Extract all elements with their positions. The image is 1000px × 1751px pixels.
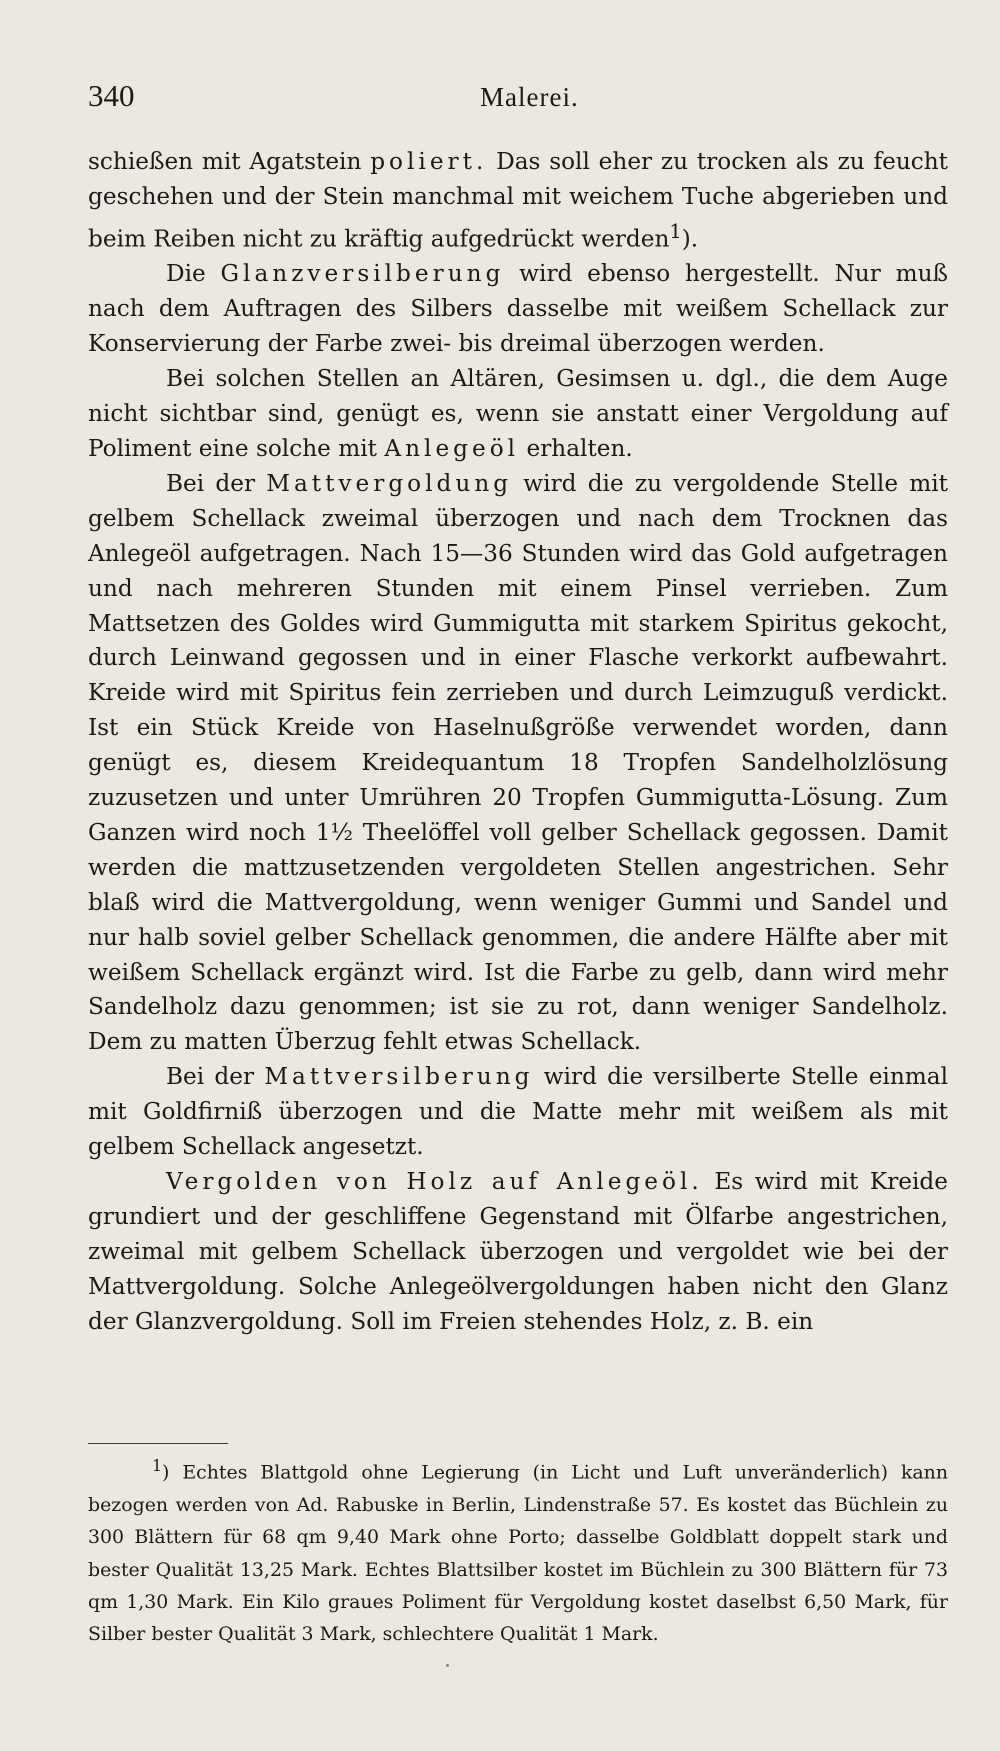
main-text bbox=[88, 145, 948, 1340]
text-run: wird ebenso hergestellt. Nur muß nach dem Auftragen des Silbers dasselbe mit weißem Schellack zur Konservierung der Farbe zwei- bis dreimal überzogen werden. bbox=[88, 260, 948, 358]
paragraph-5 bbox=[88, 1060, 948, 1165]
paper-speck bbox=[446, 1664, 449, 1667]
fraction: 1½ bbox=[315, 818, 353, 846]
emphasis-spaced: Mattversilberung bbox=[264, 1063, 534, 1091]
footnote-marker: 1 bbox=[152, 1456, 163, 1475]
text-run: ). bbox=[681, 225, 699, 253]
page-header bbox=[88, 78, 948, 122]
text-run: Theelöffel voll gelber Schellack gegossen. Damit werden die mattzusetzenden vergoldeten Stellen angestrichen. Sehr blaß wird die Mattvergoldung, wenn weniger Gummi und Sandel und nur halb soviel gelber Schellack genommen, die andere Hälfte aber mit weißem Schellack ergänzt wird. Ist die Farbe zu gelb, dann wird mehr Sandelholz dazu genommen; ist sie zu rot, dann weniger Sandelholz. Dem zu matten Überzug fehlt etwas Schellack. bbox=[88, 818, 948, 1056]
text-run: wird die versilberte Stelle einmal mit Goldfirniß überzogen und die Matte mehr mit weißem als mit gelbem Schellack angesetzt. bbox=[88, 1063, 948, 1161]
footnote-reference: 1 bbox=[669, 219, 682, 243]
paragraph-1 bbox=[88, 145, 948, 257]
text-run: Die bbox=[166, 260, 221, 288]
section-heading-inline: Vergolden von Holz auf Anlegeöl. bbox=[166, 1168, 703, 1196]
paragraph-2 bbox=[88, 257, 948, 362]
paragraph-4 bbox=[88, 467, 948, 1060]
emphasis-spaced: poliert. bbox=[370, 148, 488, 175]
footnote-divider bbox=[88, 1443, 228, 1444]
text-run: Bei solchen Stellen an Altären, Gesimsen u. dgl., die dem Auge nicht sichtbar sind, genügt es, wenn sie anstatt einer Vergoldung auf Poliment eine solche mit bbox=[88, 365, 948, 462]
footnote-text bbox=[88, 1450, 948, 1651]
footnote-body: ) Echtes Blattgold ohne Legierung (in Licht und Luft unveränderlich) kann bezogen werden von Ad. Rabuske in Berlin, Lindenstraße 57. Es kostet das Büchlein zu 300 Blättern für 68 qm 9,40 Mark ohne Porto; dasselbe Goldblatt doppelt stark und bester Qualität 13,25 Mark. Echtes Blattsilber kostet im Büchlein zu 300 Blättern für 73 qm 1,30 Mark. Ein Kilo graues Poliment für Vergoldung kostet daselbst 6,50 Mark, für Silber bester Qualität 3 Mark, schlechtere Qualität 1 Mark. bbox=[88, 1461, 948, 1646]
paragraph-3 bbox=[88, 362, 948, 467]
text-run: schießen mit Agatstein bbox=[88, 148, 371, 175]
text-run: erhalten. bbox=[519, 434, 633, 462]
text-run: wird die zu vergoldende Stelle mit gelbem Schellack zweimal überzogen und nach dem Trocknen das Anlegeöl aufgetragen. Nach 15—36 Stunden wird das Gold aufgetragen und nach mehreren Stunden mit einem Pinsel verrieben. Zum Mattsetzen des Goldes wird Gummigutta mit starkem Spiritus gekocht, durch Leinwand gegossen und in einer Flasche verkorkt aufbewahrt. Kreide wird mit Spiritus fein zerrieben und durch Leimzuguß verdickt. Ist ein Stück Kreide von Haselnußgröße verwendet worden, dann genügt es, diesem Kreidequantum 18 Tropfen Sandelholzlösung zuzusetzen und unter Umrühren 20 Tropfen Gummigutta-Lösung. Zum Ganzen wird noch bbox=[88, 469, 948, 846]
page-number: 340 bbox=[88, 78, 135, 113]
text-run: Es wird mit Kreide grundiert und der geschliffene Gegenstand mit Ölfarbe angestrichen, zweimal mit gelbem Schellack überzogen und vergoldet wie bei der Mattvergoldung. Solche Anlegeölvergoldungen haben nicht den Glanz der Glanzvergoldung. Soll im Freien stehendes Holz, z. B. ein bbox=[88, 1168, 948, 1335]
emphasis-spaced: Glanzversilberung bbox=[220, 260, 505, 288]
footnote bbox=[88, 1450, 948, 1651]
text-run: Bei der bbox=[166, 1063, 265, 1091]
text-run: Bei der bbox=[166, 469, 267, 497]
running-head: Malerei. bbox=[480, 82, 579, 112]
paragraph-6 bbox=[88, 1165, 948, 1340]
text-run: Das soll eher zu trocken als zu feucht geschehen und der Stein manchmal mit weichem Tuche abgerieben und beim Reiben nicht zu kräftig aufgedrückt werden bbox=[88, 148, 948, 253]
emphasis-spaced: Mattvergoldung bbox=[266, 469, 513, 497]
emphasis-spaced: Anlegeöl bbox=[384, 434, 520, 462]
